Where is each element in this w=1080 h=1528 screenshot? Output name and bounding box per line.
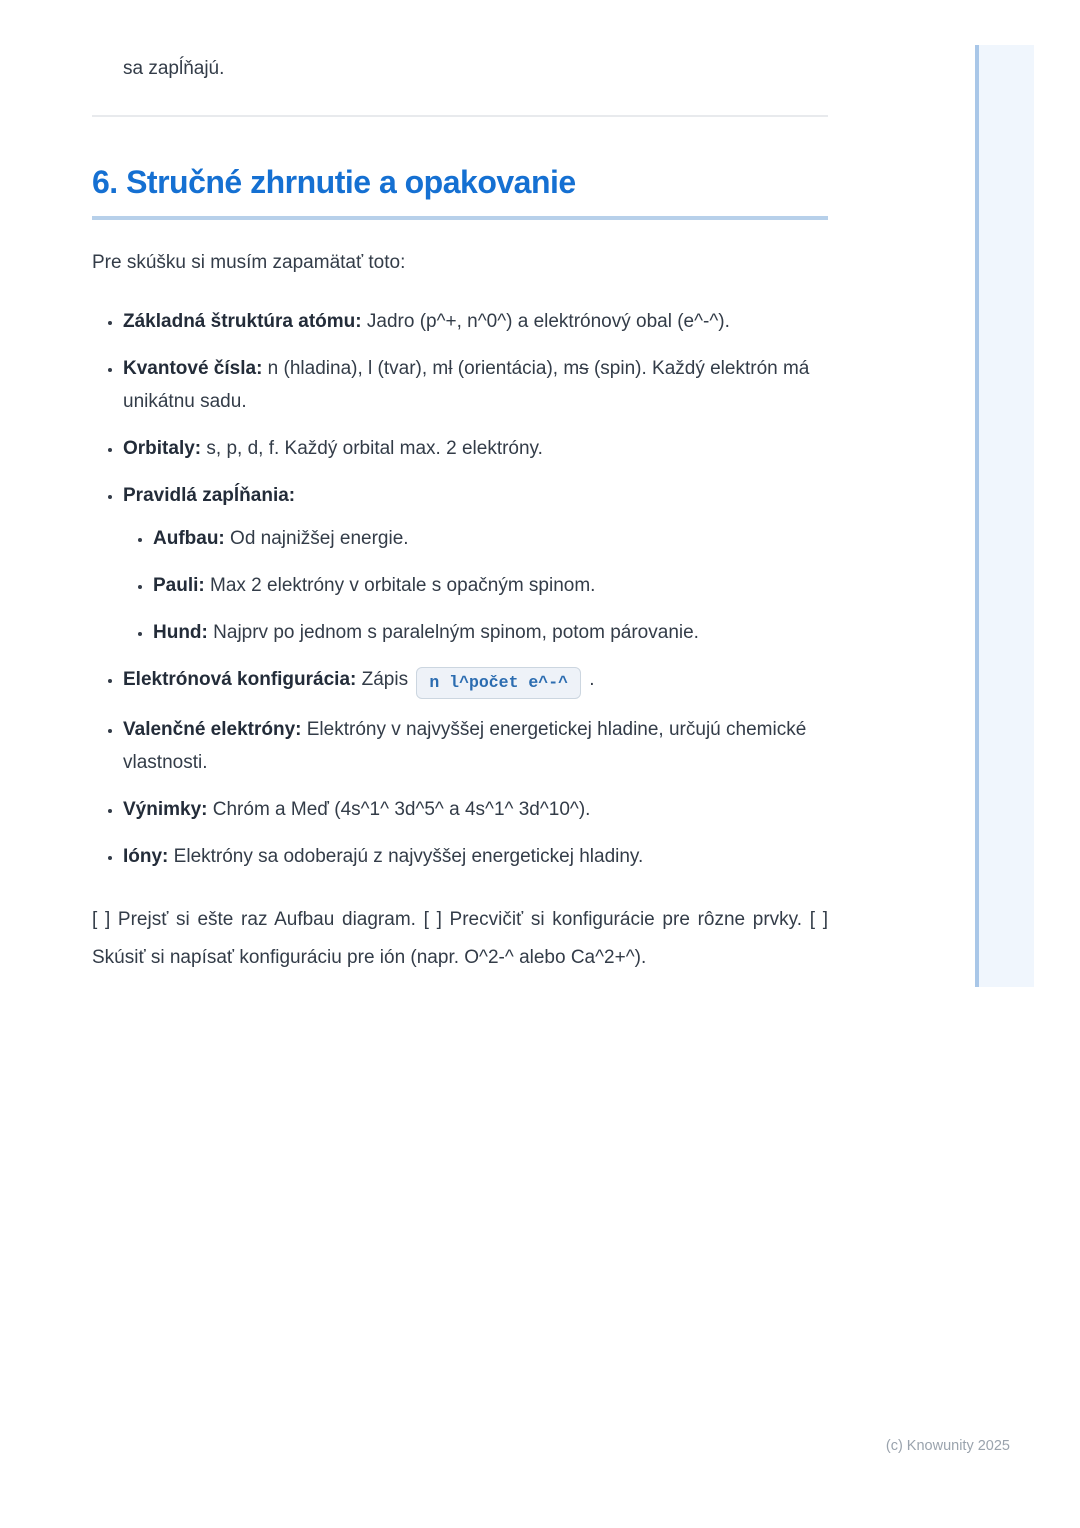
intro-paragraph: Pre skúšku si musím zapamätať toto: bbox=[92, 252, 406, 273]
item-text: . bbox=[584, 669, 595, 690]
item-text: Chróm a Meď (4s^1^ 3d^5^ a 4s^1^ 3d^10^). bbox=[207, 798, 591, 820]
item-text: Zápis bbox=[356, 669, 414, 690]
item-label: Orbitaly: bbox=[123, 438, 202, 459]
footer-copyright: (c) Knowunity 2025 bbox=[885, 1438, 1010, 1454]
sub-item-aufbau bbox=[153, 522, 828, 555]
sub-item-hund bbox=[153, 616, 828, 649]
item-text: n (hladina), l (tvar), m bbox=[262, 358, 449, 379]
section-divider bbox=[92, 115, 828, 117]
item-text: s, p, d, f. Každý orbital max. 2 elektróny. bbox=[201, 438, 543, 459]
sub-item-pauli bbox=[153, 569, 828, 602]
item-label: Hund: bbox=[153, 622, 208, 643]
list-item-ions bbox=[123, 840, 828, 873]
list-item-rules bbox=[123, 479, 828, 649]
rules-sub-list bbox=[123, 522, 828, 649]
list-item-structure bbox=[123, 305, 828, 338]
continuation-text: sa zapĺňajú. bbox=[123, 58, 225, 79]
item-text: Jadro (p^+, n^0^) a elektrónový obal (e^-^). bbox=[361, 311, 730, 332]
struck-letter-s: s bbox=[579, 358, 589, 379]
list-item-orbitals bbox=[123, 432, 828, 465]
list-item-quantum bbox=[123, 352, 828, 418]
item-label: Kvantové čísla: bbox=[123, 358, 263, 379]
item-text: Elektróny v najvyššej energetickej hladine, určujú chemické vlastnosti. bbox=[123, 718, 807, 773]
list-item-exceptions bbox=[123, 793, 828, 826]
right-margin-strip bbox=[975, 45, 1034, 987]
item-text: (spin). Každý elektrón má unikátnu sadu. bbox=[123, 358, 810, 412]
item-label: Základná štruktúra atómu: bbox=[123, 311, 362, 332]
item-text: Max 2 elektróny v orbitale s opačným spinom. bbox=[204, 575, 596, 596]
checklist-paragraph: [ ] Prejsť si ešte raz Aufbau diagram. [ ] Precvičiť si konfigurácie pre rôzne prvky. [ ] Skúsiť si napísať konfiguráciu pre ión (napr. O^2-^ alebo Ca^2+^). bbox=[92, 908, 828, 968]
item-text: (orientácia), m bbox=[452, 358, 580, 379]
item-label: Aufbau: bbox=[153, 528, 225, 549]
list-item-configuration bbox=[123, 663, 828, 699]
item-label: Valenčné elektróny: bbox=[123, 718, 302, 740]
item-label: Výnimky: bbox=[123, 798, 208, 820]
item-label: Pauli: bbox=[153, 575, 205, 596]
struck-letter-l: l bbox=[448, 358, 453, 379]
inline-code-chip: n l^počet e^-^ bbox=[416, 667, 581, 699]
item-label: Pravidlá zapĺňania: bbox=[123, 485, 296, 506]
list-item-valence bbox=[123, 713, 828, 779]
item-label: Ióny: bbox=[123, 845, 169, 867]
item-text: Najprv po jednom s paralelným spinom, potom párovanie. bbox=[207, 622, 699, 643]
item-text: Od najnižšej energie. bbox=[224, 528, 409, 549]
item-text: Elektróny sa odoberajú z najvyššej energetickej hladiny. bbox=[168, 845, 644, 867]
section-heading: 6. Stručné zhrnutie a opakovanie bbox=[92, 162, 828, 220]
summary-list bbox=[92, 305, 828, 873]
page-content bbox=[92, 0, 828, 977]
item-label: Elektrónová konfigurácia: bbox=[123, 669, 357, 690]
